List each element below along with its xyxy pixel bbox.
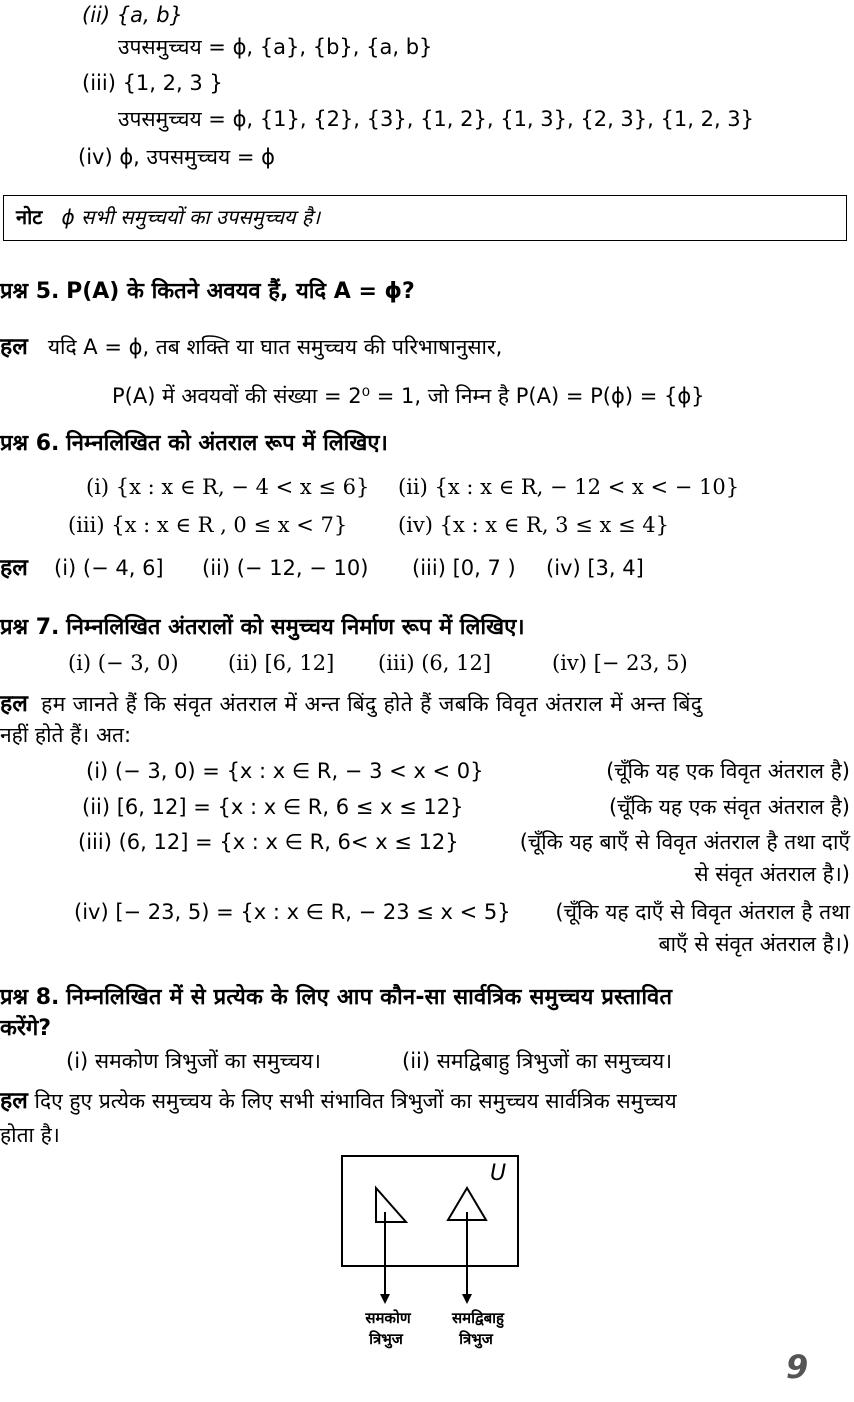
- q7-part-i: (i) (− 3, 0): [68, 651, 179, 675]
- q7-intro1: हम जानते हैं कि संवृत अंतराल में अन्त बिंदु होते हैं जबकि विवृत अंतराल में अन्त बिंदु: [41, 692, 703, 716]
- right-triangle-arrow-head: [380, 1294, 390, 1304]
- q8-sol2: होता है।: [0, 1123, 60, 1147]
- q7-text: निम्नलिखित अंतरालों को समुच्चय निर्माण रूप में लिखिए।: [66, 615, 525, 640]
- q6-answer-ii: (ii) (− 12, − 10): [202, 556, 369, 580]
- q7-answer-iv: (iv) [− 23, 5) = {x : x ∈ R, − 23 ≤ x < 5}: [74, 900, 511, 924]
- q7-answer-ii-note: (चूँकि यह एक संवृत अंतराल है): [608, 795, 850, 819]
- q6-part-iv: (iv) {x : x ∈ R, 3 ≤ x ≤ 4}: [398, 513, 669, 537]
- q6-number: प्रश्न 6.: [0, 431, 60, 456]
- subset-iii-list: उपसमुच्चय = ϕ, {1}, {2}, {3}, {1, 2}, {1, 3}, {2, 3}, {1, 2, 3}: [118, 107, 755, 131]
- q7-answer-iv-note1: (चूँकि यह दाएँ से विवृत अंतराल है तथा: [555, 900, 850, 924]
- note-label: नोट: [16, 205, 43, 229]
- q5-line2: P(A) में अवयवों की संख्या = 2⁰ = 1, जो निम्न है P(A) = P(ϕ) = {ϕ}: [112, 384, 705, 408]
- q7-answer-ii: (ii) [6, 12] = {x : x ∈ R, 6 ≤ x ≤ 12}: [82, 795, 464, 819]
- q8-part-i: (i) समकोण त्रिभुजों का समुच्चय।: [66, 1049, 321, 1073]
- isosceles-label-2: त्रिभुज: [459, 1330, 493, 1348]
- q7-answer-iii: (iii) (6, 12] = {x : x ∈ R, 6< x ≤ 12}: [78, 830, 459, 854]
- q7-answer-iv-note2: बाएँ से संवृत अंतराल है।): [658, 932, 850, 956]
- q6-part-ii: (ii) {x : x ∈ R, − 12 < x < − 10}: [398, 475, 740, 499]
- right-triangle-label-1: समकोण: [365, 1309, 411, 1327]
- subset-ii-list: उपसमुच्चय = ϕ, {a}, {b}, {a, b}: [118, 35, 433, 59]
- q8-number: प्रश्न 8.: [0, 985, 60, 1010]
- q6-answer-iv: (iv) [3, 4]: [546, 556, 644, 580]
- q7-hal: हल: [0, 691, 28, 717]
- q8-text1: निम्नलिखित में से प्रत्येक के लिए आप कौन-सा सार्वत्रिक समुच्चय प्रस्तावित: [66, 985, 673, 1010]
- q6-part-i: (i) {x : x ∈ R, − 4 < x ≤ 6}: [86, 475, 370, 499]
- q5-text: P(A) के कितने अवयव हैं, यदि A = ϕ?: [66, 279, 415, 304]
- q7-intro2: नहीं होते हैं। अत:: [0, 723, 132, 747]
- q7-answer-i: (i) (− 3, 0) = {x : x ∈ R, − 3 < x < 0}: [86, 759, 484, 783]
- q7-answer-i-note: (चूँकि यह एक विवृत अंतराल है): [606, 759, 850, 783]
- q7-answer-iii-note1: (चूँकि यह बाएँ से विवृत अंतराल है तथा दाएँ: [519, 830, 850, 854]
- q6-text: निम्नलिखित को अंतराल रूप में लिखिए।: [66, 431, 388, 456]
- q6-part-iii: (iii) {x : x ∈ R , 0 ≤ x < 7}: [68, 513, 348, 537]
- q7-part-iv: (iv) [− 23, 5): [552, 651, 688, 675]
- q7-part-iii: (iii) (6, 12]: [378, 651, 492, 675]
- isosceles-arrow-head: [462, 1294, 472, 1304]
- q8-sol1: दिए हुए प्रत्येक समुच्चय के लिए सभी संभावित त्रिभुजों का समुच्चय सार्वत्रिक समुच्चय: [34, 1089, 677, 1113]
- note-text: ϕ सभी समुच्चयों का उपसमुच्चय है।: [61, 205, 321, 229]
- right-triangle-label-2: त्रिभुज: [369, 1330, 403, 1348]
- subset-iii-set: (iii) {1, 2, 3 }: [82, 71, 223, 95]
- q8-part-ii: (ii) समद्विबाहु त्रिभुजों का समुच्चय।: [402, 1049, 673, 1073]
- subset-ii-set: (ii) {a, b}: [82, 3, 184, 27]
- q5-hal: हल: [0, 334, 28, 360]
- page-number: 9: [786, 1348, 809, 1386]
- q8-text2: करेंगे?: [0, 1016, 52, 1041]
- subset-iv-line: (iv) ϕ, उपसमुच्चय = ϕ: [78, 145, 275, 169]
- q8-hal: हल: [0, 1088, 28, 1114]
- q6-hal-label: हल: [0, 555, 28, 581]
- q5-line1: यदि A = ϕ, तब शक्ति या घात समुच्चय की परिभाषानुसार,: [47, 335, 503, 359]
- q6-answer-iii: (iii) [0, 7 ): [412, 556, 516, 580]
- q7-part-ii: (ii) [6, 12]: [228, 651, 335, 675]
- universal-set-label: U: [490, 1161, 507, 1186]
- q5-number: प्रश्न 5.: [0, 279, 60, 304]
- right-triangle-icon: [376, 1188, 406, 1222]
- q7-answer-iii-note2: से संवृत अंतराल है।): [694, 862, 850, 886]
- q6-answer-i: (i) (− 4, 6]: [54, 556, 164, 580]
- q7-number: प्रश्न 7.: [0, 615, 60, 640]
- isosceles-label-1: समद्विबाहु: [451, 1309, 505, 1327]
